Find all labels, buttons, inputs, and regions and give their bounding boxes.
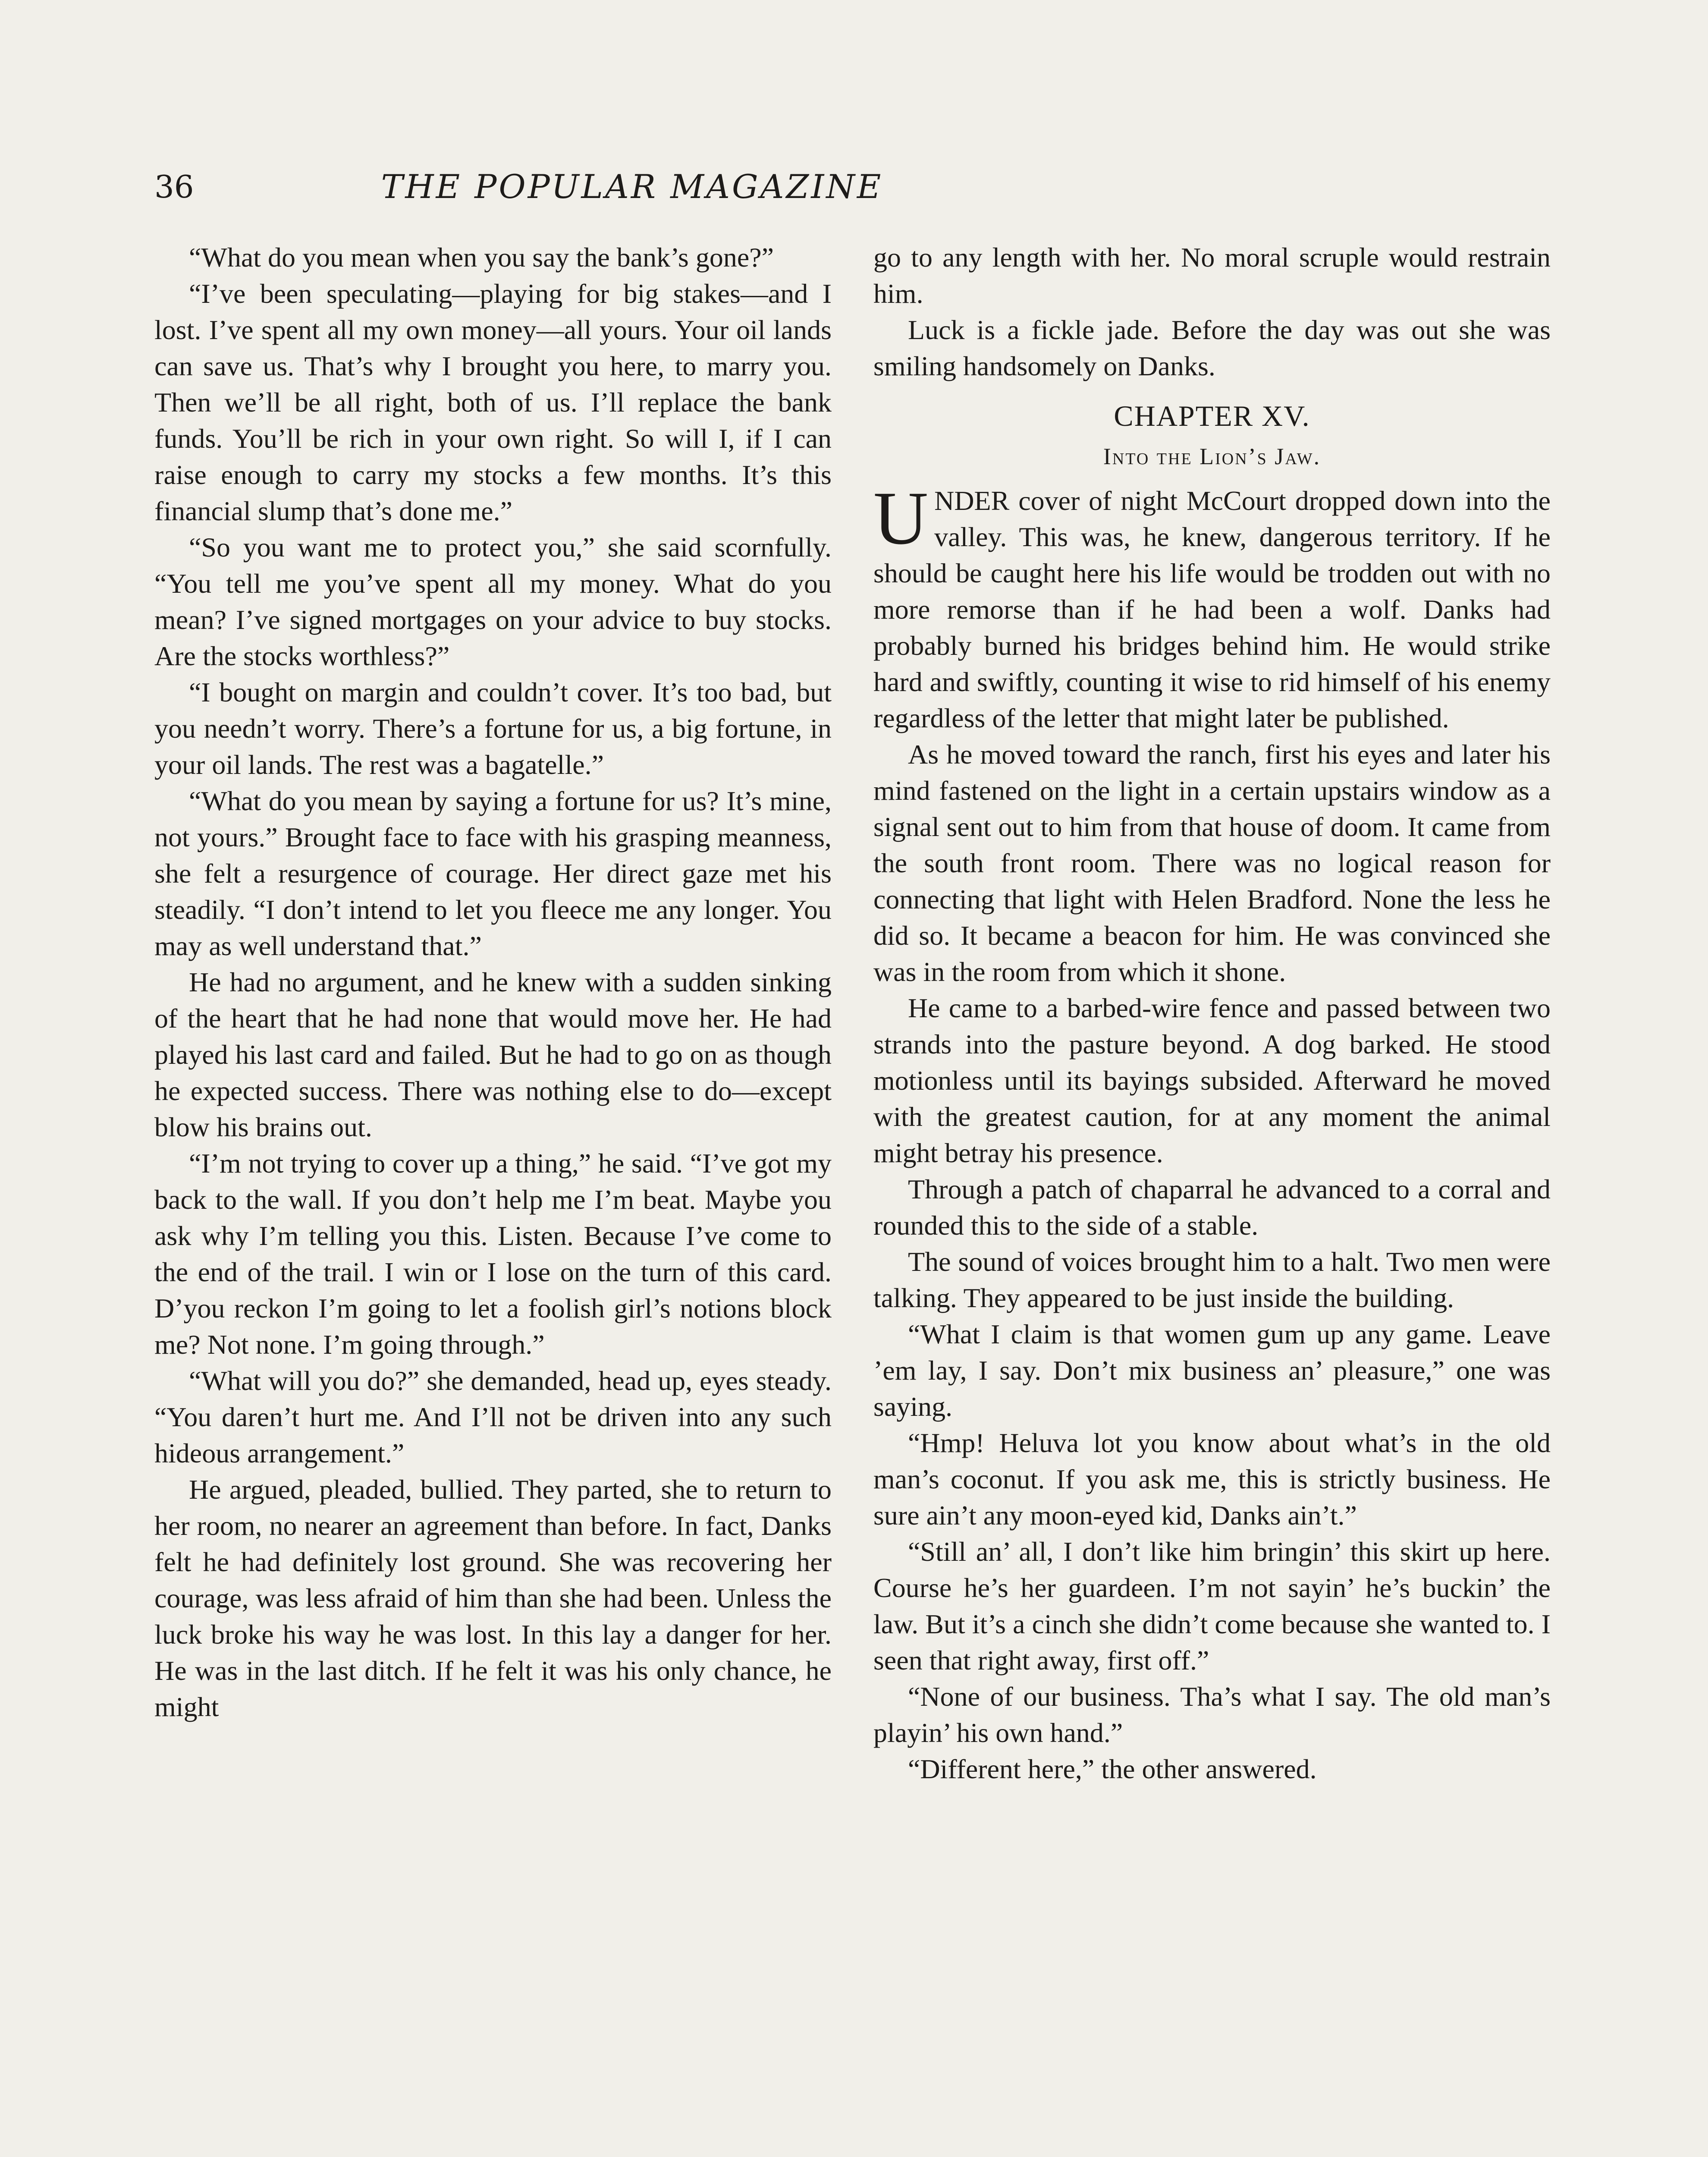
chapter-subtitle: Into the Lion’s Jaw. (1103, 443, 1321, 469)
page-header (154, 163, 1110, 211)
paragraph: “I’ve been speculating—playing for big stakes—and I lost. I’ve spent all my own money—all yours. Your oil lands can save us. That’s why I brought you here, to marry you. Then we’ll be all right, both of us. I’ll replace the bank funds. You’ll be rich in your own right. So will I, if I can raise enough to carry my stocks a few months. It’s this financial slump that’s done me.” (154, 278, 832, 526)
paragraph: Through a patch of chaparral he advanced to a corral and rounded this to the side of a stable. (873, 1174, 1551, 1241)
paragraph: “So you want me to protect you,” she said scornfully. “You tell me you’ve spent all my money. What do you mean? I’ve signed mortgages on your advice to buy stocks. Are the stocks worthless?” (154, 532, 832, 671)
paragraph: The sound of voices brought him to a halt. Two men were talking. They appeared to be just inside the building. (873, 1246, 1551, 1313)
running-title: THE POPULAR MAGAZINE (381, 167, 883, 206)
paragraph: “What do you mean by saying a fortune for us? It’s mine, not yours.” Brought face to face with his grasping meanness, she felt a resurgence of courage. Her direct gaze met his steadily. “I don’t intend to let you fleece me any longer. You may as well understand that.” (154, 786, 832, 961)
paragraph: “Different here,” the other answered. (908, 1754, 1317, 1784)
paragraph: “Still an’ all, I don’t like him bringin’ this skirt up here. Course he’s her guardeen. I’m not sayin’ he’s buckin’ the law. But it’s a cinch she didn’t come because she wanted to. I seen that right away, first off.” (873, 1536, 1551, 1676)
paragraph: “What will you do?” she demanded, head up, eyes steady. “You daren’t hurt me. And I’ll not be driven into any such hideous arrangement.” (154, 1365, 832, 1468)
paragraph-continuation: go to any length with her. No moral scruple would restrain him. (873, 242, 1551, 309)
paragraph: “Hmp! Heluva lot you know about what’s in the old man’s coconut. If you ask me, this is strictly business. He sure ain’t any moon-eyed kid, Danks ain’t.” (873, 1428, 1551, 1531)
paragraph: “What do you mean when you say the bank’s gone?” (189, 242, 774, 273)
opening-text: NDER cover of night McCourt dropped down into the valley. This was, he knew, dangerous territory. If he should be caught here his life would be trodden out with no more remorse than if he had been a wolf. Danks had probably burned his bridges behind him. He would strike hard and swiftly, counting it wise to rid himself of his enemy regardless of the letter that might later be published. (873, 485, 1551, 733)
paragraph: As he moved toward the ranch, first his eyes and later his mind fastened on the light in a certain upstairs window as a signal sent out to him from that house of doom. It came from the south front room. There was no logical reason for connecting that light with Helen Bradford. None the less he did so. It became a beacon for him. He was convinced she was in the room from which it shone. (873, 739, 1551, 987)
paragraph: “I’m not trying to cover up a thing,” he said. “I’ve got my back to the wall. If you don’t help me I’m beat. Maybe you ask why I’m telling you this. Listen. Because I’ve come to the end of the trail. I win or I lose on the turn of this card. D’you reckon I’m going to let a foolish girl’s notions block me? Not none. I’m going through.” (154, 1148, 832, 1360)
chapter-title: CHAPTER XV. (1114, 399, 1310, 432)
paragraph: He had no argument, and he knew with a sudden sinking of the heart that he had none that would move her. He had played his last card and failed. But he had to go on as though he expected success. There was nothing else to do—except blow his brains out. (154, 967, 832, 1142)
drop-cap: U (873, 476, 929, 560)
paragraph: He came to a barbed-wire fence and passed between two strands into the pasture beyond. A dog barked. He stood motionless until its bayings subsided. Afterward he moved with the greatest caution, for at any moment the animal might betray his presence. (873, 993, 1551, 1168)
left-column (154, 239, 832, 1725)
paragraph: Luck is a fickle jade. Before the day was out she was smiling handsomely on Danks. (873, 314, 1551, 381)
paragraph: “None of our business. Tha’s what I say. The old man’s playin’ his own hand.” (873, 1681, 1551, 1748)
paragraph: “I bought on margin and couldn’t cover. It’s too bad, but you needn’t worry. There’s a fortune for us, a big fortune, in your oil lands. The rest was a bagatelle.” (154, 677, 832, 780)
paragraph: He argued, pleaded, bullied. They parted, she to return to her room, no nearer an agreement than before. In fact, Danks felt he had definitely lost ground. She was recovering her courage, was less afraid of him than she had been. Unless the luck broke his way he was lost. In this lay a danger for her. He was in the last ditch. If he felt it was his only chance, he might (154, 1474, 832, 1722)
paragraph: “What I claim is that women gum up any game. Leave ’em lay, I say. Don’t mix business an’ pleasure,” one was saying. (873, 1319, 1551, 1422)
page-number: 36 (154, 169, 194, 205)
chapter-opening-paragraph (873, 476, 1551, 736)
right-column (873, 239, 1551, 1787)
